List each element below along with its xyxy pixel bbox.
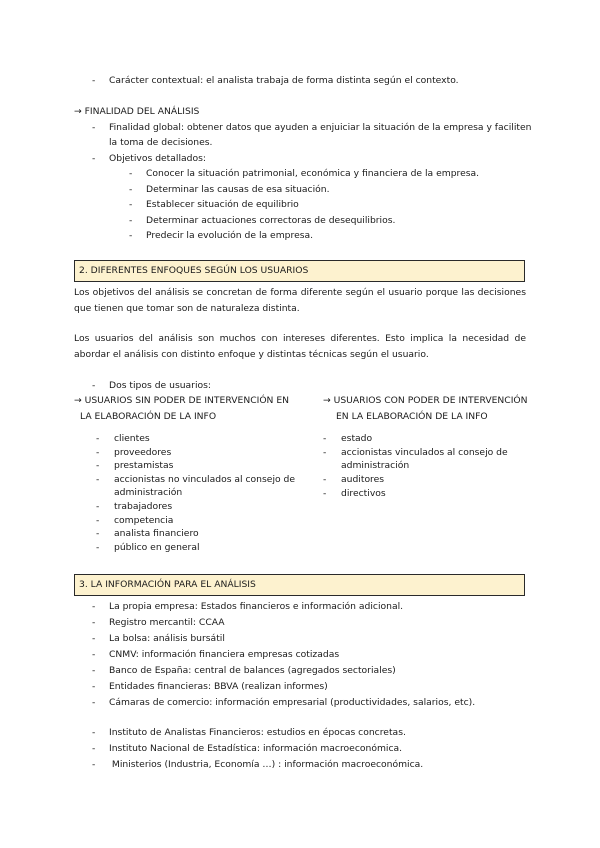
- bullet-dash: -: [92, 633, 96, 644]
- con-poder-item: accionistas vinculados al consejo de: [341, 446, 508, 458]
- sin-poder-item: público en general: [114, 541, 200, 553]
- bullet-dash: -: [92, 759, 96, 770]
- bullet-dash: -: [96, 446, 100, 458]
- con-poder-item: estado: [341, 433, 373, 444]
- objetivo-item: Determinar las causas de esa situación.: [146, 184, 330, 195]
- bullet-dash: -: [92, 697, 96, 708]
- bullet-dash: -: [96, 528, 100, 539]
- sin-poder-item: proveedores: [114, 446, 172, 458]
- finalidad-global-line2: la toma de decisiones.: [109, 137, 213, 148]
- con-poder-heading-line2: EN LA ELABORACIÓN DE LA INFO: [336, 411, 488, 422]
- bullet-dash: -: [92, 727, 96, 738]
- bullet-dash: -: [323, 474, 327, 485]
- bullet-dash: -: [96, 433, 100, 444]
- objetivo-item: Predecir la evolución de la empresa.: [146, 230, 314, 241]
- bullet-dash: -: [92, 665, 96, 676]
- info-source-item: Ministerios (Industria, Economía …) : información macroeconómica.: [109, 759, 424, 770]
- bullet-dash: -: [92, 649, 96, 660]
- bullet-dash: -: [96, 541, 100, 553]
- info-source-item: La propia empresa: Estados financieros e información adicional.: [109, 601, 404, 612]
- section2-paragraph2: Los usuarios del análisis son muchos con intereses diferentes. Esto implica la necesidad de abordar el análisis con distinto enfoque y distintas técnicas según el usuario.: [74, 333, 526, 360]
- bullet-dash: -: [129, 199, 133, 210]
- objetivo-item: Establecer situación de equilibrio: [146, 199, 299, 210]
- info-source-item: Banco de España: central de balances (agregados sectoriales): [109, 665, 396, 676]
- sin-poder-item-continued: administración: [114, 487, 183, 498]
- bullet-dash: -: [92, 75, 96, 86]
- bullet-dash: -: [129, 230, 133, 241]
- info-source-item: Registro mercantil: CCAA: [109, 617, 225, 628]
- bullet-dash: -: [92, 380, 96, 391]
- section2-paragraph1: Los objetivos del análisis se concretan de forma diferente según el usuario porque las decisiones que tienen que tomar son de naturaleza distinta.: [74, 287, 526, 314]
- bullet-dash: -: [323, 433, 327, 444]
- bullet-dash: -: [129, 168, 133, 179]
- info-source-item: CNMV: información financiera empresas cotizadas: [109, 649, 340, 660]
- bullet-dash: -: [96, 460, 100, 471]
- sin-poder-heading-line2: LA ELABORACIÓN DE LA INFO: [80, 411, 217, 422]
- finalidad-heading: → FINALIDAD DEL ANÁLISIS: [74, 106, 200, 117]
- bullet-dash: -: [92, 681, 96, 692]
- bullet-dash: -: [323, 446, 327, 458]
- objetivo-item: Conocer la situación patrimonial, económica y financiera de la empresa.: [146, 168, 480, 179]
- con-poder-heading-line1: → USUARIOS CON PODER DE INTERVENCIÓN: [323, 395, 528, 406]
- bullet-dash: -: [323, 487, 327, 499]
- sin-poder-item: analista financiero: [114, 528, 199, 539]
- contextual-item: Carácter contextual: el analista trabaja de forma distinta según el contexto.: [109, 75, 459, 86]
- info-source-item: La bolsa: análisis bursátil: [109, 633, 225, 644]
- info-source-item: Instituto Nacional de Estadística: información macroeconómica.: [109, 743, 403, 754]
- bullet-dash: -: [92, 617, 96, 628]
- bullet-dash: -: [92, 601, 96, 612]
- bullet-dash: -: [129, 184, 133, 195]
- finalidad-global-line1: Finalidad global: obtener datos que ayuden a enjuiciar la situación de la empresa y faciliten: [109, 122, 532, 133]
- section3-title: 3. LA INFORMACIÓN PARA EL ANÁLISIS: [79, 579, 256, 590]
- bullet-dash: -: [92, 743, 96, 754]
- info-source-item: Cámaras de comercio: información empresarial (productividades, salarios, etc).: [109, 697, 476, 708]
- bullet-dash: -: [96, 514, 100, 526]
- bullet-dash: -: [92, 153, 96, 164]
- objetivos-label: Objetivos detallados:: [109, 153, 206, 164]
- section2-title: 2. DIFERENTES ENFOQUES SEGÚN LOS USUARIOS: [79, 265, 309, 276]
- info-source-item: Entidades financieras: BBVA (realizan informes): [109, 681, 328, 692]
- objetivo-item: Determinar actuaciones correctoras de desequilibrios.: [146, 215, 396, 226]
- sin-poder-item: competencia: [114, 514, 174, 526]
- section3-header: [74, 574, 525, 596]
- con-poder-item: auditores: [341, 474, 385, 485]
- sin-poder-item: accionistas no vinculados al consejo de: [114, 473, 296, 485]
- con-poder-item: directivos: [341, 487, 386, 499]
- bullet-dash: -: [129, 215, 133, 226]
- bullet-dash: -: [96, 501, 100, 512]
- info-source-item: Instituto de Analistas Financieros: estudios en épocas concretas.: [109, 727, 406, 738]
- dos-tipos-label: Dos tipos de usuarios:: [109, 380, 212, 391]
- con-poder-item-continued: administración: [341, 460, 410, 471]
- sin-poder-item: clientes: [114, 433, 150, 444]
- sin-poder-heading-line1: → USUARIOS SIN PODER DE INTERVENCIÓN EN: [74, 395, 290, 406]
- section2-header: [74, 260, 525, 282]
- sin-poder-item: trabajadores: [114, 501, 173, 512]
- bullet-dash: -: [96, 473, 100, 485]
- bullet-dash: -: [92, 122, 96, 133]
- sin-poder-item: prestamistas: [114, 460, 174, 471]
